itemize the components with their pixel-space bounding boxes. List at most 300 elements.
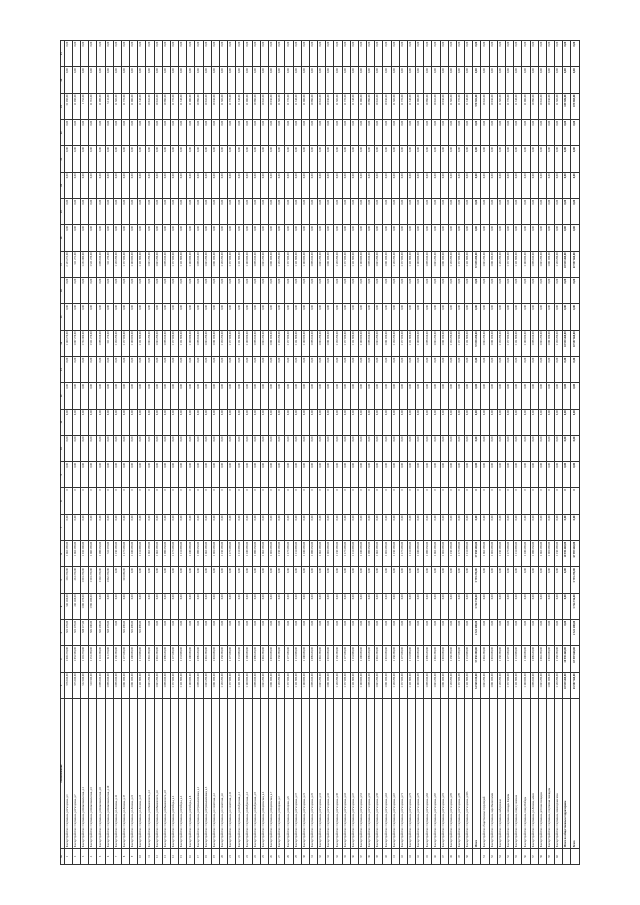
value-cell: 0,00 [391, 304, 399, 330]
value-cell: 0,00 [530, 41, 538, 68]
value-cell: 0,00 [64, 172, 72, 198]
value-cell: 0,00 [514, 409, 522, 435]
value-cell: 0,00 [138, 225, 146, 251]
value-cell: 0,00 [538, 304, 546, 330]
value-cell: 0,00 [162, 620, 170, 646]
value-cell: 0,00 [522, 409, 530, 435]
value-cell: 0 [456, 488, 464, 514]
value-cell: 0,00 [440, 620, 448, 646]
value-cell: 0,00 [538, 567, 546, 593]
value-cell: 11 318,00 [138, 93, 146, 119]
value-cell: 0,00 [252, 146, 260, 172]
value-cell: 0,00 [481, 567, 489, 593]
value-cell: 1 098 650,00 [252, 672, 260, 698]
value-cell: 0,00 [563, 435, 571, 461]
value-cell: 0,00 [326, 304, 334, 330]
value-cell: 0,00 [260, 172, 268, 198]
row-name-cell: Благоустройство г.Сортавала, ул.Ленина, д.21 [130, 699, 138, 849]
value-cell: 0,00 [334, 567, 342, 593]
value-cell: 0,00 [424, 67, 432, 93]
value-cell: 0,00 [399, 409, 407, 435]
value-cell: 3 724 736,00 [571, 593, 580, 619]
value-cell: 0,00 [252, 567, 260, 593]
value-cell: 1 098 650,00 [367, 541, 375, 567]
value-cell: 0,00 [105, 67, 113, 93]
value-cell: 0,00 [326, 172, 334, 198]
value-cell: 0,00 [236, 199, 244, 225]
row-name-cell: Благоустройство г.Сортавала, ул.Ленина, аллея [530, 699, 538, 849]
value-cell: 0,00 [170, 304, 178, 330]
value-cell: 1 150 290,00 [391, 646, 399, 672]
value-cell: 0,00 [416, 383, 424, 409]
value-cell: 1 131 890,00 [179, 251, 187, 277]
value-cell: 0,00 [342, 41, 350, 68]
value-cell: 0,00 [555, 383, 563, 409]
value-cell: 1 150 290,00 [277, 672, 285, 698]
value-cell: 0,00 [64, 67, 72, 93]
value-cell: 0,00 [563, 146, 571, 172]
row-number-cell: 3 [81, 849, 89, 865]
row-name-cell: Благоустройство г.Сортавала, ул.Гагарина, д.87 [432, 699, 440, 849]
value-cell: 0,00 [440, 278, 448, 304]
value-cell: 0,00 [179, 41, 187, 68]
value-cell: 0,00 [538, 514, 546, 540]
value-cell: 0,00 [170, 409, 178, 435]
value-cell: 0,00 [424, 593, 432, 619]
value-cell: 0,00 [473, 67, 481, 93]
value-cell: 1 001 690,00 [269, 541, 277, 567]
table-row [309, 41, 317, 865]
value-cell: 0,00 [571, 514, 580, 540]
value-cell: 1 007 270,00 [72, 330, 80, 356]
value-cell: 0 [277, 488, 285, 514]
value-cell: 0,00 [195, 593, 203, 619]
value-cell: 0,00 [416, 356, 424, 382]
value-cell: 0,00 [179, 356, 187, 382]
table-row [448, 41, 456, 865]
value-cell: 0 [269, 488, 277, 514]
value-cell: 0,00 [219, 356, 227, 382]
value-cell: 1 063 290,00 [375, 646, 383, 672]
value-cell: 1 131 890,00 [514, 251, 522, 277]
value-cell: 1 100 690,00 [416, 646, 424, 672]
value-cell: 0,00 [318, 225, 326, 251]
value-cell: 0,00 [269, 172, 277, 198]
value-cell: 0,00 [130, 567, 138, 593]
value-cell: 1 131 890,00 [138, 646, 146, 672]
value-cell: 0,00 [514, 225, 522, 251]
value-cell: 0,00 [162, 146, 170, 172]
value-cell: 0,00 [252, 304, 260, 330]
table-row [154, 41, 162, 865]
row-number-cell: 35 [342, 849, 350, 865]
table-row [179, 41, 187, 865]
value-cell: 0,00 [203, 435, 211, 461]
row-name-cell: Благоустройство г.Сортавала, ул.Комсомольская, д.8 [97, 699, 105, 849]
value-cell: 511 270,00 [105, 646, 113, 672]
value-cell: 0 [105, 488, 113, 514]
value-cell: 0,00 [555, 41, 563, 68]
table-row [546, 41, 554, 865]
value-cell: 0,00 [514, 41, 522, 68]
value-cell: 0 [121, 488, 129, 514]
value-cell: 0,00 [505, 278, 513, 304]
value-cell: 11 502,00 [448, 93, 456, 119]
value-cell: 0,00 [72, 435, 80, 461]
value-cell: 0,00 [448, 172, 456, 198]
value-cell: 0,00 [301, 435, 309, 461]
value-cell: 0,00 [89, 514, 97, 540]
value-cell: 0,00 [432, 67, 440, 93]
value-cell: 0,00 [162, 435, 170, 461]
value-cell: 0,00 [170, 435, 178, 461]
value-cell: 0,00 [342, 225, 350, 251]
row-name-cell: Благоустройство г.Сортавала, ул.Советская, д.2 [211, 699, 219, 849]
value-cell: 0 [293, 488, 301, 514]
value-cell: 0,00 [154, 199, 162, 225]
value-cell: 11 761,00 [89, 93, 97, 119]
value-cell: 0,00 [358, 199, 366, 225]
value-cell: 0,00 [440, 567, 448, 593]
value-cell: 0,00 [416, 462, 424, 488]
value-cell: 0,00 [342, 383, 350, 409]
value-cell: 0,00 [81, 41, 89, 68]
value-cell: 0,00 [269, 199, 277, 225]
row-name-cell: Благоустройство г.Сортавала, ул.Фабричная, д.9 [252, 699, 260, 849]
value-cell: 1 100 690,00 [358, 646, 366, 672]
value-cell: 0,00 [97, 41, 105, 68]
value-cell: 0,00 [563, 304, 571, 330]
value-cell: 0,00 [236, 41, 244, 68]
value-cell: 0,00 [497, 199, 505, 225]
value-cell: 0,00 [456, 514, 464, 540]
value-cell: 0,00 [236, 356, 244, 382]
value-cell: 0 [383, 488, 391, 514]
value-cell: 0,00 [162, 409, 170, 435]
value-cell: 0,00 [522, 67, 530, 93]
value-cell: 0,00 [211, 225, 219, 251]
value-cell: 0,00 [440, 462, 448, 488]
value-cell: 1 131 890,00 [293, 672, 301, 698]
value-cell: 0,00 [383, 356, 391, 382]
value-cell: 0,00 [277, 199, 285, 225]
value-cell: 0,00 [505, 120, 513, 146]
value-cell: 0,00 [489, 383, 497, 409]
value-cell: 0,00 [146, 620, 154, 646]
value-cell: 10 632,00 [432, 93, 440, 119]
value-cell: 0,00 [203, 593, 211, 619]
value-cell: 1 177 690,00 [399, 330, 407, 356]
value-cell: 0,00 [383, 620, 391, 646]
value-cell: 0,00 [367, 120, 375, 146]
value-cell: 0 [473, 488, 481, 514]
value-cell: 0,00 [456, 146, 464, 172]
value-cell: 0,00 [497, 356, 505, 382]
value-cell: 0,00 [162, 199, 170, 225]
value-cell: 1 098 650,00 [162, 672, 170, 698]
value-cell: 1 100 690,00 [187, 251, 195, 277]
value-cell: 0,00 [138, 409, 146, 435]
column-header: 22 [61, 120, 65, 146]
table-row [424, 41, 432, 865]
value-cell: 0,00 [399, 225, 407, 251]
value-cell: 0,00 [465, 435, 473, 461]
value-cell: 0,00 [146, 172, 154, 198]
table-row [555, 41, 563, 865]
value-cell: 0,00 [138, 593, 146, 619]
value-cell: 0,00 [350, 514, 358, 540]
value-cell: 0,00 [260, 383, 268, 409]
value-cell: 0,00 [211, 409, 219, 435]
value-cell: 0,00 [64, 278, 72, 304]
value-cell: 0,00 [497, 304, 505, 330]
value-cell: 0,00 [497, 146, 505, 172]
row-number-cell: 51 [481, 849, 489, 865]
value-cell: 1 131 890,00 [138, 251, 146, 277]
value-cell: 0,00 [505, 146, 513, 172]
row-number-cell [473, 849, 481, 865]
value-cell: 0,00 [465, 41, 473, 68]
value-cell: 1 131 890,00 [350, 672, 358, 698]
value-cell: 0,00 [89, 172, 97, 198]
value-cell: 0,00 [260, 41, 268, 68]
value-cell: 0,00 [293, 67, 301, 93]
value-cell: 1 098 650,00 [97, 541, 105, 567]
value-cell: 0,00 [497, 278, 505, 304]
value-cell: 1 063 290,00 [146, 672, 154, 698]
value-cell: 0 [538, 488, 546, 514]
value-cell: 0,00 [505, 225, 513, 251]
value-cell: 57 058 200,00 [473, 541, 481, 567]
column-header: 9 [61, 462, 65, 488]
value-cell: 265 270,00 [64, 567, 72, 593]
value-cell: 0,00 [138, 383, 146, 409]
value-cell: 0,00 [89, 383, 97, 409]
value-cell: 0,00 [563, 278, 571, 304]
value-cell: 0,00 [244, 172, 252, 198]
value-cell: 0 [489, 488, 497, 514]
table-row [440, 41, 448, 865]
value-cell: 1 098 650,00 [424, 330, 432, 356]
value-cell: 0,00 [399, 356, 407, 382]
value-cell: 0,00 [456, 435, 464, 461]
value-cell: 109 386,00 [563, 93, 571, 119]
value-cell: 0,00 [121, 462, 129, 488]
value-cell: 0,00 [383, 199, 391, 225]
value-cell: 10 632,00 [154, 93, 162, 119]
value-cell: 0,00 [113, 120, 121, 146]
row-name-cell: Благоустройство общественных территорий [481, 699, 489, 849]
column-header: 8 [61, 488, 65, 514]
value-cell: 5 793 270,00 [571, 567, 580, 593]
value-cell: 0 [260, 488, 268, 514]
table-row [497, 41, 505, 865]
value-cell: 0,00 [138, 172, 146, 198]
table-row [244, 41, 252, 865]
value-cell: 0,00 [350, 278, 358, 304]
value-cell: 1 098 650,00 [252, 330, 260, 356]
value-cell: 1 150 290,00 [277, 646, 285, 672]
value-cell: 1 098 650,00 [309, 251, 317, 277]
value-cell: 578 650,00 [64, 672, 72, 698]
value-cell: 0,00 [448, 199, 456, 225]
value-cell: 0,00 [530, 356, 538, 382]
value-cell: 0,00 [170, 67, 178, 93]
value-cell: 1 063 290,00 [481, 251, 489, 277]
value-cell: 0,00 [555, 67, 563, 93]
value-cell: 0,00 [571, 304, 580, 330]
value-cell: 0,00 [383, 593, 391, 619]
value-cell: 0,00 [424, 514, 432, 540]
value-cell: 1 177 690,00 [342, 541, 350, 567]
row-name-cell: Благоустройство г.Сортавала, ул.Советская, д.11 [228, 699, 236, 849]
value-cell: 1 001 690,00 [269, 251, 277, 277]
value-cell: 0,00 [236, 146, 244, 172]
value-cell: 1 063 290,00 [203, 646, 211, 672]
value-cell: 0,00 [342, 514, 350, 540]
value-cell: 0,00 [342, 356, 350, 382]
value-cell: 0,00 [522, 304, 530, 330]
value-cell: 0,00 [105, 304, 113, 330]
value-cell: 0 [179, 488, 187, 514]
value-cell: 1 001 690,00 [326, 646, 334, 672]
value-cell: 0,00 [505, 567, 513, 593]
value-cell: 0,00 [497, 172, 505, 198]
value-cell: 0,00 [563, 225, 571, 251]
value-cell: 0,00 [416, 41, 424, 68]
value-cell: 1 001 690,00 [440, 251, 448, 277]
value-cell: 0 [211, 488, 219, 514]
value-cell: 51 050,00 [64, 93, 72, 119]
value-cell: 1 001 690,00 [383, 251, 391, 277]
value-cell: 0 [170, 488, 178, 514]
row-name-cell: Благоустройство г.Сортавала, пешеходная зона [555, 699, 563, 849]
value-cell: 10 016,00 [269, 93, 277, 119]
value-cell: 0,00 [72, 514, 80, 540]
value-cell: 1 063 290,00 [318, 646, 326, 672]
value-cell: 11 502,00 [391, 93, 399, 119]
value-cell: 0,00 [424, 41, 432, 68]
value-cell: 0,00 [64, 146, 72, 172]
value-cell: 0,00 [260, 199, 268, 225]
value-cell: 0,00 [236, 172, 244, 198]
row-name-cell: Благоустройство г.Сортавала, ул.Гагарина, д.47 [350, 699, 358, 849]
value-cell: 0,00 [350, 383, 358, 409]
value-cell: 0,00 [350, 120, 358, 146]
value-cell: 10 939 460,00 [563, 251, 571, 277]
value-cell: 0,00 [252, 356, 260, 382]
value-cell: 0,00 [269, 567, 277, 593]
value-cell: 0,00 [571, 356, 580, 382]
value-cell: 0,00 [130, 41, 138, 68]
value-cell: 0,00 [367, 199, 375, 225]
value-cell: 0,00 [563, 409, 571, 435]
value-cell: 0,00 [113, 514, 121, 540]
column-header: 13 [61, 356, 65, 382]
value-cell: 0,00 [89, 120, 97, 146]
value-cell: 0,00 [162, 462, 170, 488]
value-cell: 0,00 [546, 567, 554, 593]
value-cell: 1 100 690,00 [301, 330, 309, 356]
value-cell: 0,00 [367, 435, 375, 461]
value-cell: 0,00 [301, 225, 309, 251]
value-cell: 0,00 [195, 462, 203, 488]
value-cell: 1 100 690,00 [416, 251, 424, 277]
value-cell: 1 131 890,00 [350, 646, 358, 672]
value-cell: 0,00 [293, 593, 301, 619]
value-cell: 0,00 [252, 383, 260, 409]
value-cell: 0,00 [293, 435, 301, 461]
value-cell: 0,00 [130, 304, 138, 330]
value-cell: 0,00 [228, 356, 236, 382]
value-cell: 0,00 [367, 356, 375, 382]
value-cell: 0,00 [416, 514, 424, 540]
value-cell: 0,00 [555, 356, 563, 382]
value-cell: 1 001 690,00 [326, 541, 334, 567]
value-cell: 0,00 [481, 409, 489, 435]
table-row [350, 41, 358, 865]
value-cell: 0,00 [236, 620, 244, 646]
value-cell: 0,00 [318, 146, 326, 172]
value-cell: 0,00 [358, 120, 366, 146]
value-cell: 10 939 460,00 [563, 646, 571, 672]
row-name-cell: Благоустройство г.Сортавала, ул.Гагарина, д.95 [448, 699, 456, 849]
value-cell: 0,00 [64, 409, 72, 435]
value-cell: 0,00 [571, 409, 580, 435]
value-cell: 1 150 290,00 [448, 251, 456, 277]
value-cell: 0,00 [358, 514, 366, 540]
value-cell: 1 150 290,00 [113, 251, 121, 277]
value-cell: 0,00 [407, 199, 415, 225]
value-cell: 1 063 290,00 [64, 541, 72, 567]
value-cell: 0,00 [318, 41, 326, 68]
value-cell: 0,00 [448, 146, 456, 172]
table-row [64, 41, 72, 865]
value-cell: 0,00 [391, 383, 399, 409]
value-cell: 1 100 690,00 [358, 330, 366, 356]
table-row [514, 41, 522, 865]
value-cell: 0,00 [130, 409, 138, 435]
value-cell: 0,00 [97, 146, 105, 172]
value-cell: 0,00 [187, 620, 195, 646]
value-cell: 0 [358, 488, 366, 514]
value-cell: 0,00 [497, 225, 505, 251]
value-cell: 1 063 290,00 [203, 541, 211, 567]
value-cell: 0,00 [432, 146, 440, 172]
value-cell: 11 006,00 [416, 93, 424, 119]
value-cell: 0,00 [563, 567, 571, 593]
value-cell: 0,00 [546, 435, 554, 461]
value-cell: 0,00 [334, 620, 342, 646]
value-cell: 0 [555, 488, 563, 514]
value-cell: 0,00 [130, 172, 138, 198]
value-cell: 1 001 690,00 [440, 330, 448, 356]
value-cell: 0,00 [416, 146, 424, 172]
value-cell: 0,00 [440, 593, 448, 619]
value-cell: 0,00 [138, 567, 146, 593]
value-cell: 0,00 [350, 593, 358, 619]
value-cell: 0,00 [358, 172, 366, 198]
value-cell: 10 986,00 [367, 93, 375, 119]
value-cell: 1 098 650,00 [367, 330, 375, 356]
value-cell: 0,00 [309, 356, 317, 382]
value-cell: 0,00 [522, 172, 530, 198]
value-cell: 10 016,00 [489, 93, 497, 119]
value-cell: 0,00 [342, 409, 350, 435]
value-cell: 0,00 [138, 120, 146, 146]
row-name-cell: Благоустройство г.Сортавала, ул.Промышленная, д.1 [195, 699, 203, 849]
value-cell: 0,00 [81, 278, 89, 304]
